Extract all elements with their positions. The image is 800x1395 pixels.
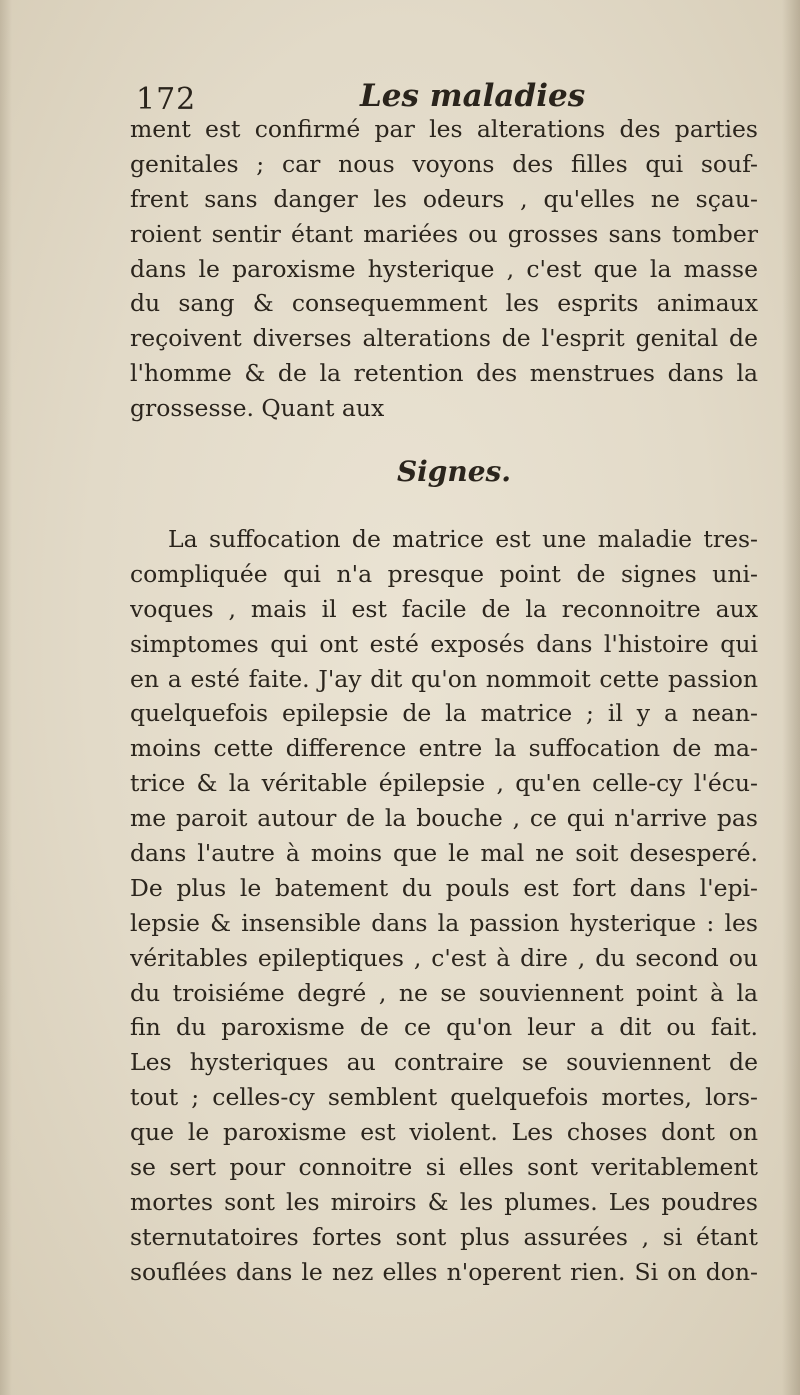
text-line: fin du paroxisme de ce qu'on leur a dit ou fait. (130, 1013, 758, 1042)
text-line: du sang & consequemment les esprits animaux (130, 289, 758, 318)
text-line: simptomes qui ont esté exposés dans l'histoire qui (130, 629, 758, 658)
text-line: grossesse. Quant aux (130, 394, 385, 423)
running-head: Les maladies (360, 78, 586, 114)
text-line: moins cette difference entre la suffocation de ma- (130, 734, 758, 763)
page-number: 172 (136, 82, 197, 117)
text-line: trice & la véritable épilepsie , qu'en celle-cy l'écu- (130, 769, 758, 798)
text-line: La suffocation de matrice est une maladie tres- (168, 525, 758, 553)
text-line: véritables epileptiques , c'est à dire , du second ou (130, 943, 758, 972)
text-line: ment est confirmé par les alterations des parties (130, 115, 758, 143)
text-line: frent sans danger les odeurs , qu'elles ne sçau- (130, 184, 758, 213)
paragraph-signes (130, 522, 758, 1290)
section-heading: Signes. (396, 455, 512, 488)
text-line: genitales ; car nous voyons des filles qui souf- (130, 149, 758, 178)
text-line: voques , mais il est facile de la reconnoitre aux (130, 594, 758, 623)
text-line: dans le paroxisme hysterique , c'est que la masse (130, 254, 758, 283)
text-line: compliquée qui n'a presque point de signes uni- (130, 559, 758, 588)
text-line: Les hysteriques au contraire se souviennent de (130, 1048, 758, 1077)
text-line: quelquefois epilepsie de la matrice ; il y a nean- (130, 699, 758, 728)
text-line: lepsie & insensible dans la passion hysterique : les (130, 908, 758, 937)
text-line: en a esté faite. J'ay dit qu'on nommoit cette passion (130, 664, 758, 693)
text-line: du troisiéme degré , ne se souviennent point à la (130, 978, 758, 1007)
text-line: mortes sont les miroirs & les plumes. Les poudres (130, 1187, 758, 1216)
text-line: sternutatoires fortes sont plus assurées , si étant (130, 1222, 758, 1251)
text-line: De plus le batement du pouls est fort dans l'epi- (130, 873, 758, 902)
text-line: se sert pour connoitre si elles sont veritablement (130, 1153, 758, 1182)
text-line: tout ; celles-cy semblent quelquefois mortes, lors- (130, 1083, 758, 1112)
text-line: que le paroxisme est violent. Les choses dont on (130, 1118, 758, 1147)
text-line: roient sentir étant mariées ou grosses sans tomber (130, 219, 758, 248)
text-line: me paroit autour de la bouche , ce qui n'arrive pas (130, 804, 758, 833)
text-line: souflées dans le nez elles n'operent rien. Si on don- (130, 1257, 758, 1286)
text-line: reçoivent diverses alterations de l'esprit genital de (130, 324, 758, 353)
paragraph-continuation (130, 112, 758, 426)
text-line: dans l'autre à moins que le mal ne soit desesperé. (130, 839, 758, 868)
text-line: l'homme & de la retention des menstrues dans la (130, 359, 758, 388)
